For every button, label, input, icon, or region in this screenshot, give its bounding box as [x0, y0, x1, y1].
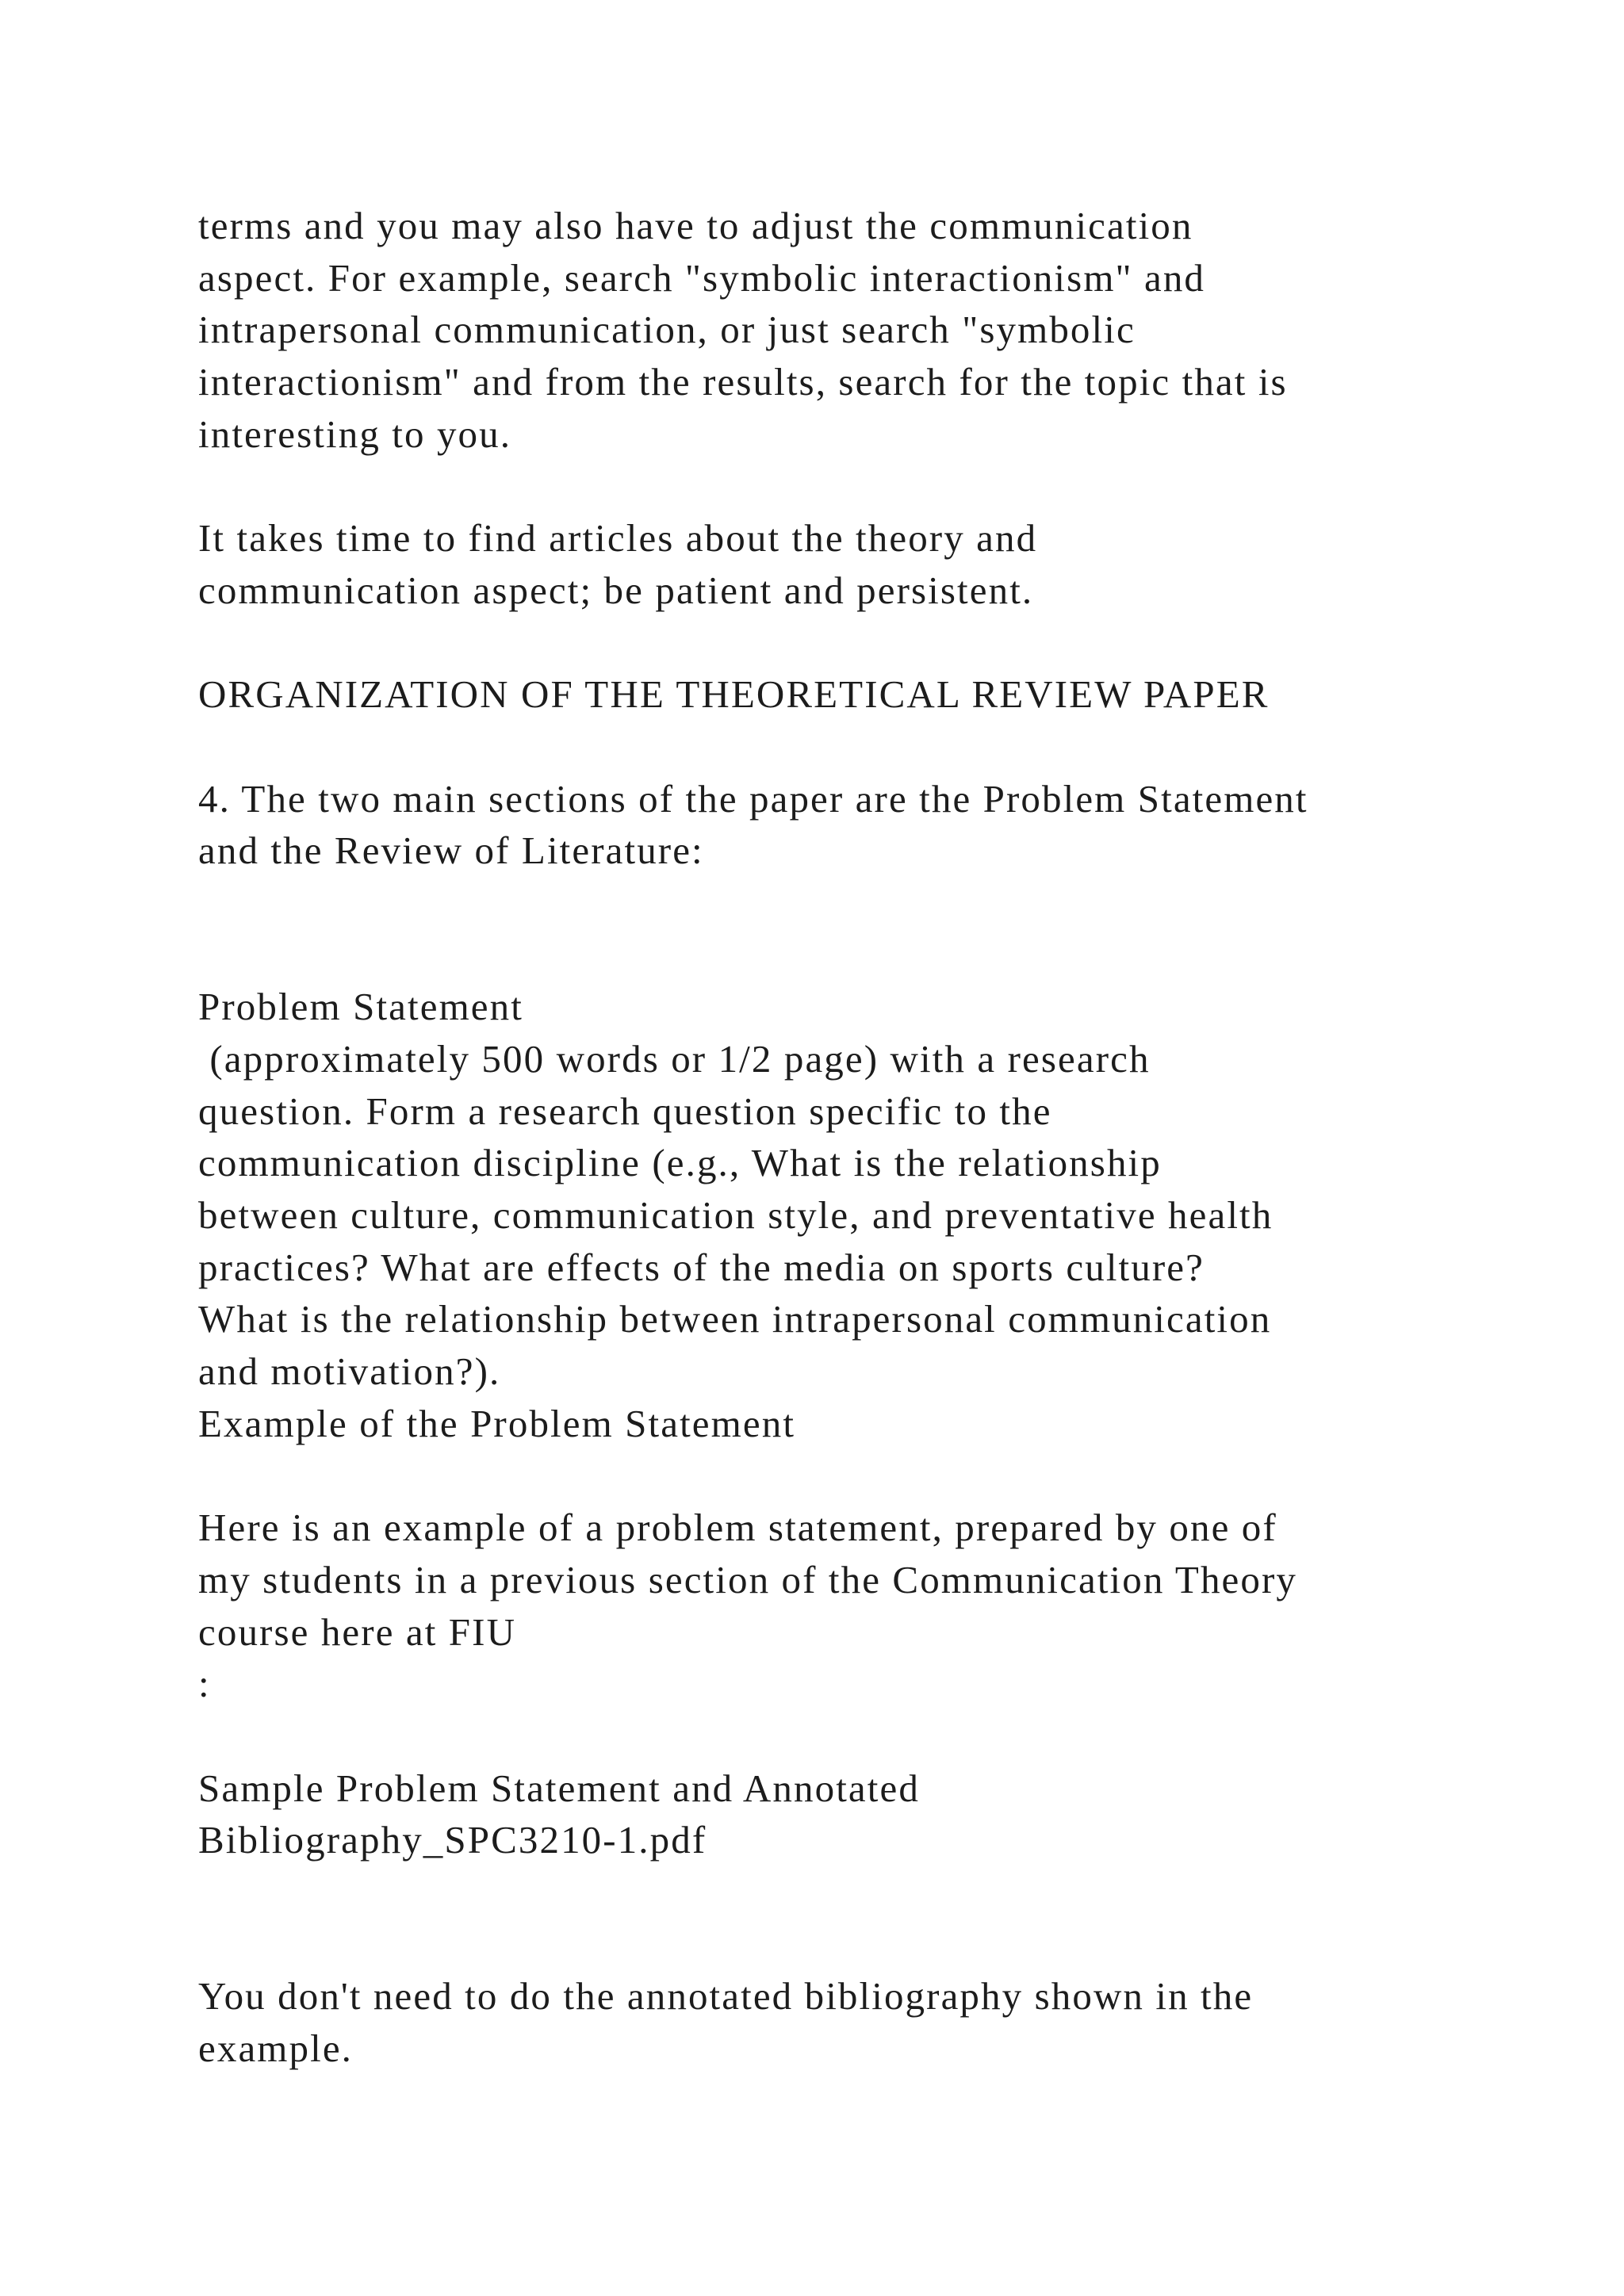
- body-line: :: [198, 1662, 211, 1706]
- body-line: communication discipline (e.g., What is the relationship: [198, 1141, 1162, 1185]
- body-line: You don't need to do the annotated bibliography shown in the: [198, 1974, 1254, 2019]
- blank-line: [198, 877, 1546, 929]
- document-body: [198, 200, 1546, 2075]
- body-line: course here at FIU: [198, 1609, 517, 1654]
- body-line: (approximately 500 words or 1/2 page) with a research: [198, 1037, 1151, 1081]
- attachment-reference: Sample Problem Statement and Annotated: [198, 1766, 920, 1810]
- blank-line: [198, 929, 1546, 982]
- body-line: my students in a previous section of the Communication Theory: [198, 1557, 1298, 1601]
- blank-line: [198, 1450, 1546, 1502]
- body-line: It takes time to find articles about the theory and: [198, 516, 1038, 561]
- blank-line: [198, 1919, 1546, 1971]
- body-line: and the Review of Literature:: [198, 828, 704, 873]
- body-line: intrapersonal communication, or just search "symbolic: [198, 308, 1136, 352]
- body-line: and motivation?).: [198, 1349, 501, 1394]
- body-line: practices? What are effects of the media on sports culture?: [198, 1245, 1205, 1289]
- blank-line: [198, 617, 1546, 669]
- blank-line: [198, 1710, 1546, 1762]
- body-line: between culture, communication style, and preventative health: [198, 1193, 1274, 1238]
- body-line: Here is an example of a problem statement, prepared by one of: [198, 1506, 1277, 1550]
- body-line: question. Form a research question specific to the: [198, 1089, 1052, 1133]
- body-line: interactionism" and from the results, search for the topic that is: [198, 360, 1288, 404]
- body-line: terms and you may also have to adjust the communication: [198, 204, 1193, 247]
- section-heading: ORGANIZATION OF THE THEORETICAL REVIEW PAPER: [198, 672, 1270, 717]
- attachment-reference: Bibliography_SPC3210-1.pdf: [198, 1818, 707, 1862]
- body-line: interesting to you.: [198, 411, 512, 456]
- subheading-problem-statement: Problem Statement: [198, 985, 523, 1029]
- blank-line: [198, 1866, 1546, 1919]
- body-line: aspect. For example, search "symbolic interactionism" and: [198, 255, 1206, 300]
- blank-line: [198, 460, 1546, 512]
- body-line: communication aspect; be patient and persistent.: [198, 568, 1034, 612]
- body-line: What is the relationship between intrapersonal communication: [198, 1297, 1272, 1341]
- body-line: 4. The two main sections of the paper are the Problem Statement: [198, 776, 1308, 821]
- body-line: example.: [198, 2026, 354, 2071]
- blank-line: [198, 721, 1546, 773]
- body-line: Example of the Problem Statement: [198, 1401, 796, 1445]
